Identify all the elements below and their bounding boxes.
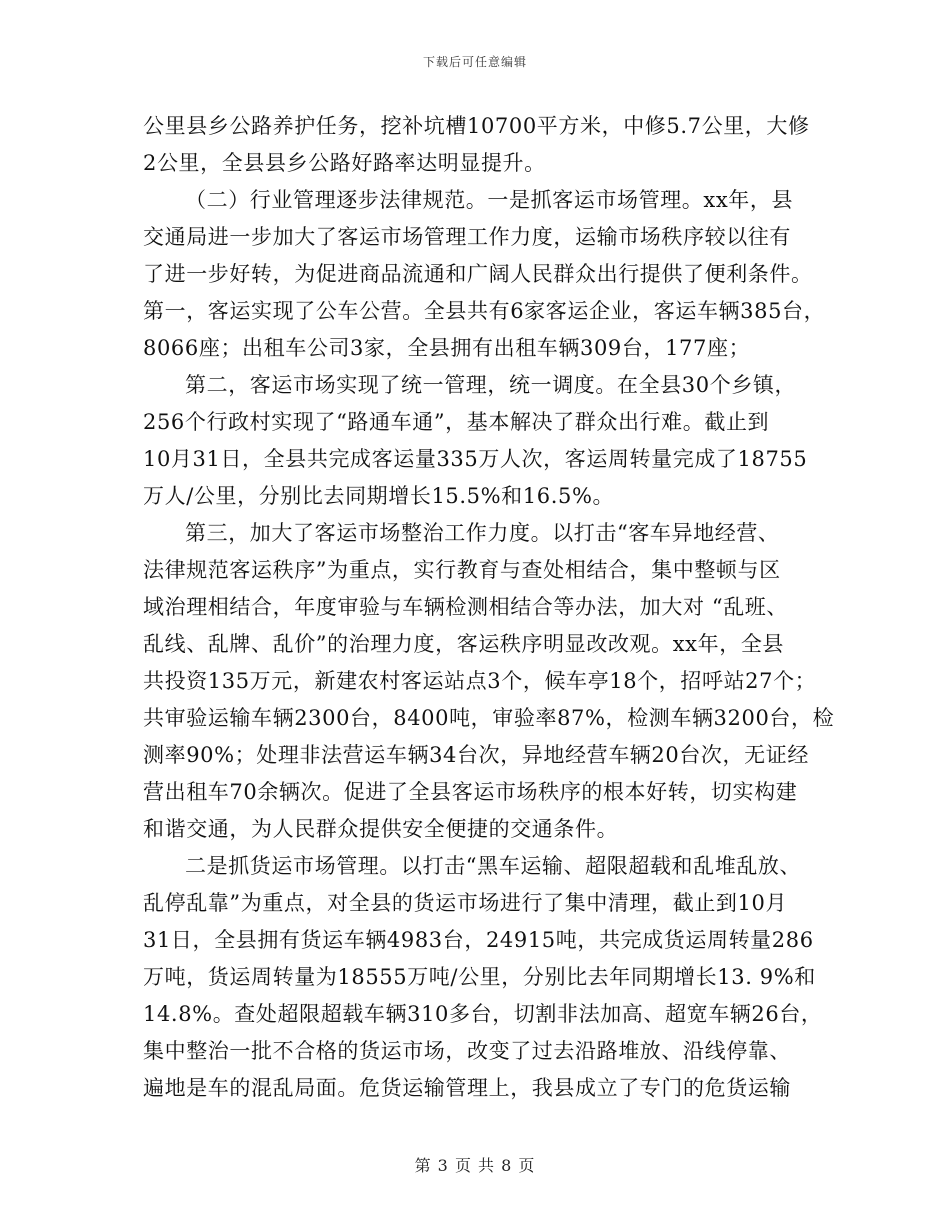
text-line: 交通局进一步加大了客运市场管理工作力度，运输市场秩序较以往有	[143, 225, 791, 249]
text-line: 256个行政村实现了“路通车通”，基本解决了群众出行难。截止到	[143, 410, 770, 434]
text-line: 集中整治一批不合格的货运市场，改变了过去沿路堆放、沿线停靠、	[143, 1039, 791, 1063]
text-line: 共审验运输车辆2300台，8400吨，审验率87%，检测车辆3200台，检	[143, 706, 835, 730]
text-line: 乱停乱靠”为重点，对全县的货运市场进行了集中清理，截止到10月	[143, 891, 788, 915]
text-line: 万吨，货运周转量为18555万吨/公里，分别比去年同期增长13. 9%和	[143, 965, 816, 989]
text-line: （二）行业管理逐步法律规范。一是抓客运市场管理。xx年，县	[185, 188, 794, 212]
page-footer: 第 3 页 共 8 页	[414, 1156, 536, 1175]
text-line: 公里县乡公路养护任务，挖补坑槽10700平方米，中修5.7公里，大修	[143, 114, 810, 138]
text-line: 和谐交通，为人民群众提供安全便捷的交通条件。	[143, 817, 619, 841]
text-line: 8066座；出租车公司3家，全县拥有出租车辆309台，177座；	[143, 336, 751, 360]
text-line: 营出租车70余辆次。促进了全县客运市场秩序的根本好转，切实构建	[143, 780, 798, 804]
text-line: 了进一步好转，为促进商品流通和广阔人民群众出行提供了便利条件。	[143, 262, 813, 286]
text-line: 乱线、乱牌、乱价”的治理力度，客运秩序明显改改观。xx年，全县	[143, 632, 785, 656]
text-line: 共投资135万元，新建农村客运站点3个，候车亭18个，招呼站27个；	[143, 669, 817, 693]
text-line: 第一，客运实现了公车公营。全县共有6家客运企业，客运车辆385台，	[143, 299, 826, 323]
page-header: 下载后可任意编辑	[422, 55, 527, 69]
text-line: 测率90%；处理非法营运车辆34台次，异地经营车辆20台次，无证经	[143, 743, 809, 767]
text-line: 第三，加大了客运市场整治工作力度。以打击“客车异地经营、	[185, 521, 780, 545]
text-line: 10月31日，全县共完成客运量335万人次，客运周转量完成了18755	[143, 447, 808, 471]
text-line: 31日，全县拥有货运车辆4983台，24915吨，共完成货运周转量286	[143, 928, 814, 952]
text-line: 2公里，全县县乡公路好路率达明显提升。	[143, 151, 546, 175]
text-line: 第二，客运市场实现了统一管理，统一调度。在全县30个乡镇，	[185, 373, 797, 397]
text-line: 域治理相结合，年度审验与车辆检测相结合等办法，加大对 “乱班、	[143, 595, 789, 619]
text-line: 二是抓货运市场管理。以打击“黑车运输、超限超载和乱堆乱放、	[185, 854, 802, 878]
text-line: 遍地是车的混乱局面。危货运输管理上，我县成立了专门的危货运输	[143, 1076, 791, 1100]
text-line: 14.8%。查处超限超载车辆310多台，切割非法加高、超宽车辆26台，	[143, 1002, 823, 1026]
document-body	[143, 108, 835, 1107]
text-line: 万人/公里，分别比去同期增长15.5%和16.5%。	[143, 484, 615, 508]
text-line: 法律规范客运秩序”为重点，实行教育与查处相结合，集中整顿与区	[143, 558, 781, 582]
